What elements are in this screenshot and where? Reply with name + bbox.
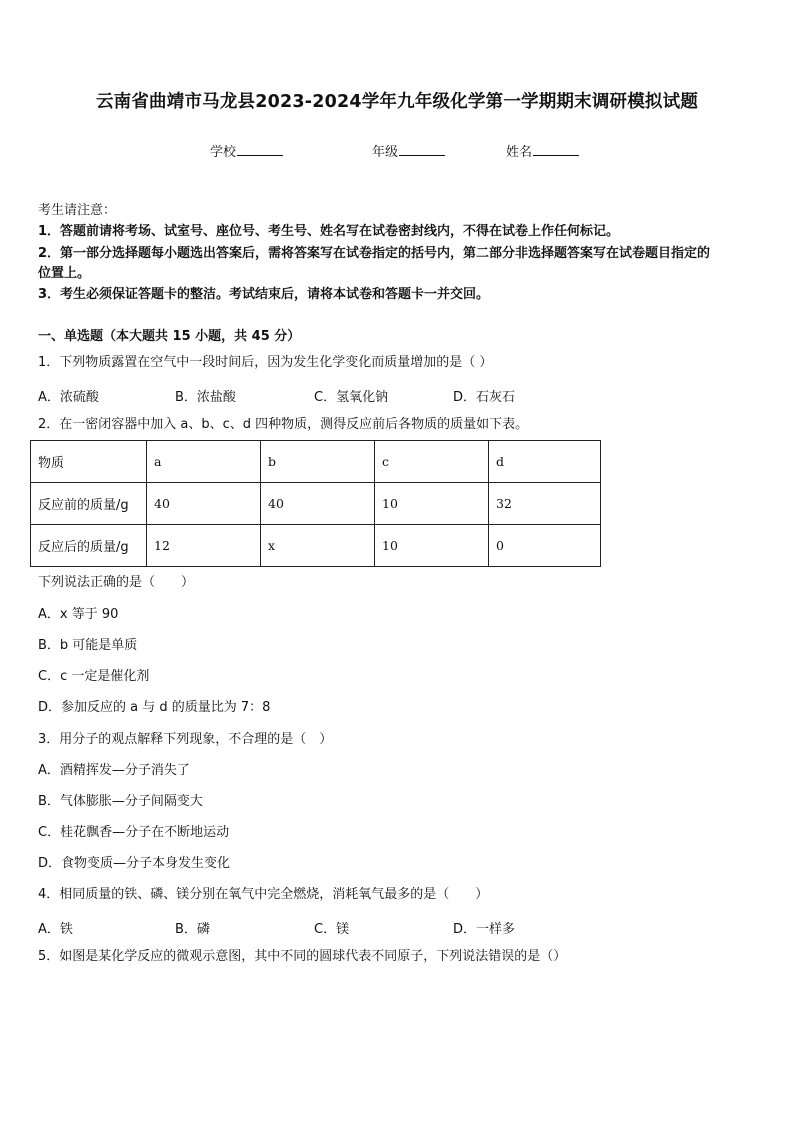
grade-field [372,141,445,160]
q2-option-c[interactable]: C．c 一定是催化剂 [38,669,150,684]
q3-option-c[interactable]: C．桂花飘香—分子在不断地运动 [38,825,230,840]
table-cell: 反应后的质量/g [31,525,147,567]
table-cell: x [261,525,375,567]
grade-label: 年级 [372,145,399,160]
school-field [210,141,283,160]
name-label: 姓名 [506,145,533,160]
table-cell: 0 [489,525,601,567]
q4-option-b[interactable]: B．磷 [175,922,210,937]
q1-option-a[interactable]: A．浓硫酸 [38,390,99,405]
q4-option-c[interactable]: C．镁 [314,922,350,937]
notice-item-2: 2．第一部分选择题每小题选出答案后，需将答案写在试卷指定的括号内，第二部分非选择题答案写在试卷题目指定的 [38,246,711,261]
table-cell: 物质 [31,441,147,483]
name-blank[interactable] [533,143,579,156]
table-cell: 10 [375,483,489,525]
q2-option-b[interactable]: B．b 可能是单质 [38,638,138,653]
table-cell: 40 [261,483,375,525]
q2-option-d[interactable]: D．参加反应的 a 与 d 的质量比为 7：8 [38,700,271,715]
table-row-header [31,441,601,483]
mass-table [30,440,601,567]
table-cell: c [375,441,489,483]
table-cell: b [261,441,375,483]
q2-follow: 下列说法正确的是（ ） [38,575,195,590]
table-cell: 12 [147,525,261,567]
q3-option-d[interactable]: D．食物变质—分子本身发生变化 [38,856,231,871]
q2-option-a[interactable]: A．x 等于 90 [38,607,119,622]
q1-option-b[interactable]: B．浓盐酸 [175,390,236,405]
table-row-before [31,483,601,525]
table-row-after [31,525,601,567]
notice-item-2-cont: 位置上。 [38,266,91,281]
exam-title: 云南省曲靖市马龙县2023-2024学年九年级化学第一学期期末调研模拟试题 [95,92,699,112]
q3-option-b[interactable]: B．气体膨胀—分子间隔变大 [38,794,203,809]
notice-item-1: 1．答题前请将考场、试室号、座位号、考生号、姓名写在试卷密封线内，不得在试卷上作任何标记。 [38,224,620,239]
table-cell: d [489,441,601,483]
q4-stem: 4．相同质量的铁、磷、镁分别在氧气中完全燃烧，消耗氧气最多的是（ ） [38,887,489,902]
q5-stem: 5．如图是某化学反应的微观示意图，其中不同的圆球代表不同原子，下列说法错误的是（） [38,949,567,964]
q1-stem: 1．下列物质露置在空气中一段时间后，因为发生化学变化而质量增加的是（ ） [38,355,493,370]
table-cell: 反应前的质量/g [31,483,147,525]
school-blank[interactable] [237,143,283,156]
q4-option-d[interactable]: D．一样多 [453,922,516,937]
q1-option-d[interactable]: D．石灰石 [453,390,516,405]
grade-blank[interactable] [399,143,445,156]
section-heading: 一、单选题（本大题共 15 小题，共 45 分） [38,329,301,344]
school-label: 学校 [210,145,237,160]
q1-options [38,386,598,405]
q2-stem: 2．在一密闭容器中加入 a、b、c、d 四种物质，测得反应前后各物质的质量如下表。 [38,417,529,432]
q3-stem: 3．用分子的观点解释下列现象，不合理的是（ ） [38,732,333,747]
table-cell: a [147,441,261,483]
q4-options [38,918,598,937]
table-cell: 10 [375,525,489,567]
name-field [506,141,579,160]
notice-item-3: 3．考生必须保证答题卡的整洁。考试结束后，请将本试卷和答题卡一并交回。 [38,287,490,302]
table-cell: 40 [147,483,261,525]
q3-option-a[interactable]: A．酒精挥发—分子消失了 [38,763,190,778]
q1-option-c[interactable]: C．氢氧化钠 [314,390,389,405]
table-cell: 32 [489,483,601,525]
q4-option-a[interactable]: A．铁 [38,922,73,937]
notice-heading: 考生请注意： [38,203,117,218]
